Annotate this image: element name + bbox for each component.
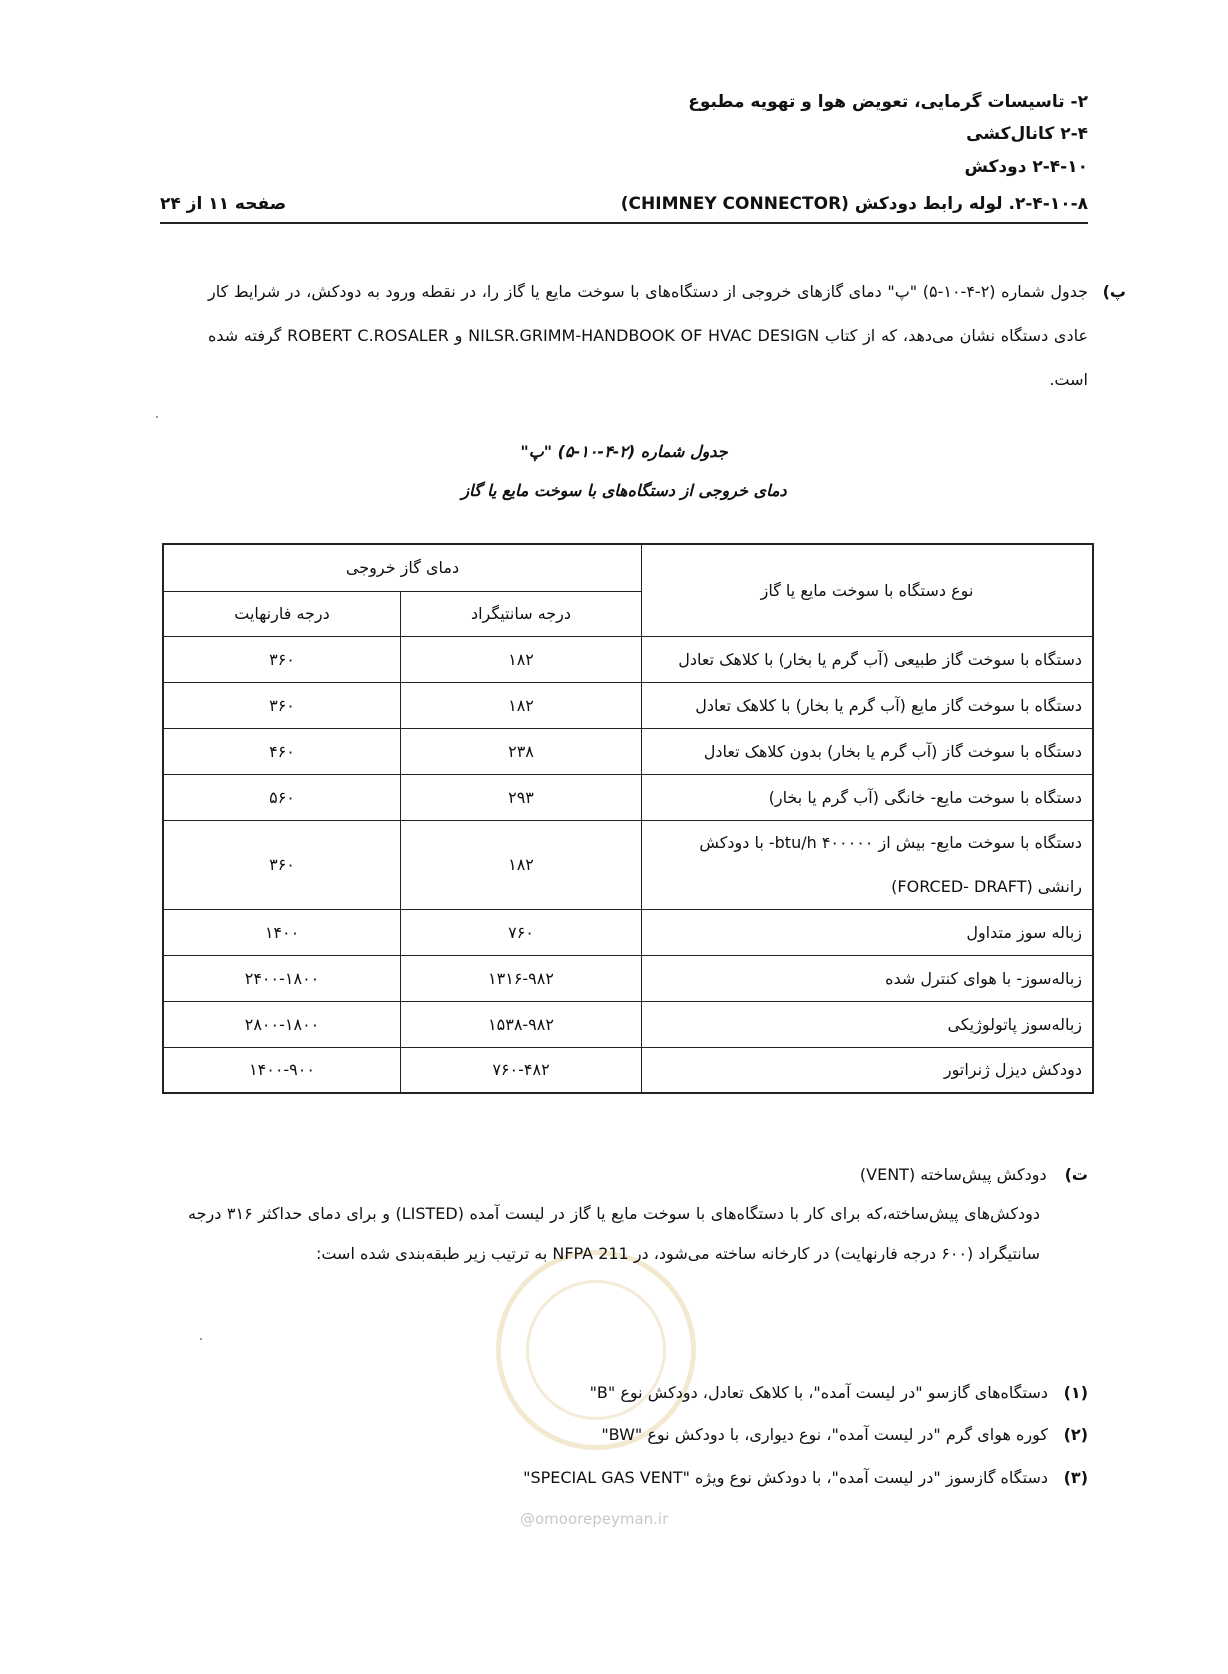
- temperature-table: [162, 543, 1094, 1094]
- fahrenheit-cell: ۳۶۰: [163, 636, 401, 682]
- intro-paragraph: [208, 270, 1126, 402]
- fahrenheit-cell: ۲۴۰۰-۱۸۰۰: [163, 955, 401, 1001]
- device-cell: دستگاه با سوخت گاز مایع (آب گرم یا بخار) با کلاهک تعادل: [642, 682, 1094, 728]
- device-cell: دودکش دیزل ژنراتور: [642, 1047, 1094, 1093]
- list-number: (۲): [1063, 1425, 1088, 1444]
- vent-label: ت): [1064, 1165, 1088, 1184]
- device-cell: دستگاه با سوخت گاز طبیعی (آب گرم یا بخار) با کلاهک تعادل: [642, 636, 1094, 682]
- list-text: دستگاه گازسوز "در لیست آمده"، با دودکش نوع ویژه "SPECIAL GAS VENT": [523, 1468, 1048, 1487]
- vent-paragraph: دودکش‌های پیش‌ساخته،که برای کار با دستگاه‌های با سوخت مایع یا گاز در لیست آمده (LISTED) و برای دمای حداکثر ۳۱۶ درجه سانتیگراد (۶۰۰ درجه فارنهایت) در کارخانه ساخته می‌شود، در NFPA 211 به ترتیب زیر طبقه‌بندی شده است:: [188, 1204, 1041, 1263]
- table-row: [163, 682, 1093, 728]
- fahrenheit-cell: ۲۸۰۰-۱۸۰۰: [163, 1001, 401, 1047]
- list-number: (۳): [1063, 1468, 1088, 1487]
- table-subtitle: دمای خروجی از دستگاه‌های با سوخت مایع یا گاز: [461, 481, 787, 500]
- list-text: دستگاه‌های گازسو "در لیست آمده"، با کلاهک تعادل، دودکش نوع "B": [589, 1383, 1048, 1402]
- device-cell: زباله‌سوز پاتولوژیکی: [642, 1001, 1094, 1047]
- table-row: [163, 955, 1093, 1001]
- celsius-cell: ۷۶۰: [401, 909, 642, 955]
- section-heading-4: ۲-۴-۱۰-۸. لوله رابط دودکش (CHIMNEY CONNECTOR): [620, 194, 1088, 214]
- celsius-cell: ۱۸۲: [401, 820, 642, 909]
- celsius-cell: ۱۳۱۶-۹۸۲: [401, 955, 642, 1001]
- scan-speck: [200, 1338, 202, 1340]
- scan-speck: [156, 416, 158, 418]
- device-cell: زباله‌سوز- با هوای کنترل شده: [642, 955, 1094, 1001]
- fahrenheit-cell: ۱۴۰۰: [163, 909, 401, 955]
- device-cell: دستگاه با سوخت مایع- بیش از btu/h ۴۰۰۰۰۰- با دودکش رانشی (FORCED- DRAFT): [642, 820, 1094, 909]
- intro-text: جدول شماره (۲-۴-۱۰-۵) "پ" دمای گازهای خروجی از دستگاه‌های با سوخت مایع یا گاز را، در نقطه ورود به دودکش، در شرایط کار عادی دستگاه نشان می‌دهد، که از کتاب NILSR.GRIMM-HANDBOOK OF HVAC DESIGN و ROBERT C.ROSALER گرفته شده است.: [208, 282, 1089, 389]
- col-header-fahrenheit: درجه فارنهایت: [163, 591, 401, 636]
- table-row: [163, 728, 1093, 774]
- celsius-cell: ۱۸۲: [401, 682, 642, 728]
- vent-heading: [860, 1165, 1088, 1184]
- celsius-cell: ۱۵۳۸-۹۸۲: [401, 1001, 642, 1047]
- vent-heading-text: دودکش پیش‌ساخته (VENT): [859, 1165, 1047, 1184]
- fahrenheit-cell: ۴۶۰: [163, 728, 401, 774]
- celsius-cell: ۷۶۰-۴۸۲: [401, 1047, 642, 1093]
- page-number: صفحه ۱۱ از ۲۴: [160, 194, 287, 214]
- section-heading-1: ۲- تاسیسات گرمایی، تعویض هوا و تهویه مطبوع: [688, 92, 1088, 112]
- list-item: [601, 1425, 1088, 1444]
- section-heading-2: ۲-۴ کانال‌کشی: [966, 124, 1088, 144]
- fahrenheit-cell: ۳۶۰: [163, 682, 401, 728]
- celsius-cell: ۱۸۲: [401, 636, 642, 682]
- table-title: جدول شماره (۲-۴-۱۰-۵) "پ": [520, 442, 728, 461]
- table-row: [163, 1047, 1093, 1093]
- intro-label: پ): [1102, 282, 1126, 301]
- col-header-device: نوع دستگاه با سوخت مایع یا گاز: [642, 544, 1094, 636]
- list-item: [523, 1468, 1088, 1487]
- table-row: [163, 636, 1093, 682]
- device-cell: زباله سوز متداول: [642, 909, 1094, 955]
- site-watermark: @omoorepeyman.ir: [520, 1510, 669, 1528]
- table-row: [163, 909, 1093, 955]
- table-row: [163, 1001, 1093, 1047]
- device-cell: دستگاه با سوخت گاز (آب گرم یا بخار) بدون کلاهک تعادل: [642, 728, 1094, 774]
- table-row: [163, 820, 1093, 909]
- list-text: کوره هوای گرم "در لیست آمده"، نوع دیواری، با دودکش نوع "BW": [601, 1425, 1048, 1444]
- celsius-cell: ۲۳۸: [401, 728, 642, 774]
- col-header-celsius: درجه سانتیگراد: [401, 591, 642, 636]
- section-heading-3: ۲-۴-۱۰ دودکش: [964, 157, 1088, 177]
- table-row: [163, 774, 1093, 820]
- col-header-temperature: دمای گاز خروجی: [163, 544, 642, 591]
- device-cell: دستگاه با سوخت مایع- خانگی (آب گرم یا بخار): [642, 774, 1094, 820]
- fahrenheit-cell: ۱۴۰۰-۹۰۰: [163, 1047, 401, 1093]
- celsius-cell: ۲۹۳: [401, 774, 642, 820]
- fahrenheit-cell: ۵۶۰: [163, 774, 401, 820]
- fahrenheit-cell: ۳۶۰: [163, 820, 401, 909]
- header-divider: [160, 222, 1088, 224]
- list-item: [590, 1383, 1088, 1402]
- list-number: (۱): [1063, 1383, 1088, 1402]
